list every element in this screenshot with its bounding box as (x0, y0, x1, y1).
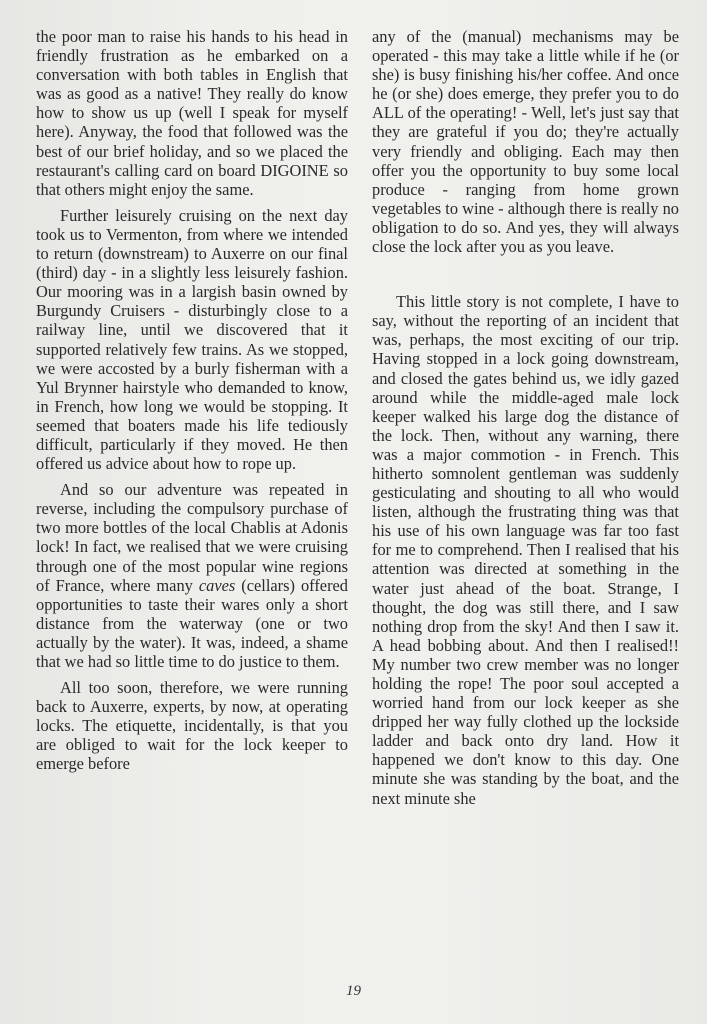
text-run: (cellars) offered opportunities to taste their wares only a short distance from the waterway (one or two actually by the water). It was, indeed, a shame that we had so little time to do justice to them. (36, 575, 348, 671)
left-column (36, 27, 348, 774)
paragraph (36, 480, 348, 671)
text-run: And so our adventure was repeated in reverse, including the compulsory purchase of two more bottles of the local Chablis at Adonis lock! In fact, we realised that we were cruising through one of the most popular wine regions of France, where many (36, 480, 348, 595)
paragraph: the poor man to raise his hands to his head in friendly frustration as he embarked on a conversation with both tables in English that was as good as a native! They really do know how to show us up (well I speak for myself here). Anyway, the food that followed was the best of our brief holiday, and so we placed the restaurant's calling card on board DIGOINE so that others might enjoy the same. (36, 27, 348, 199)
paragraph: Further leisurely cruising on the next day took us to Vermenton, from where we intended to return (downstream) to Auxerre on our final (third) day - in a slightly less leisurely fashion. Our mooring was in a largish basin owned by Burgundy Cruisers - disturbingly close to a railway line, until we discovered that it supported relatively few trains. As we stopped, we were accosted by a burly fisherman with a Yul Brynner hairstyle who demanded to know, in French, how long we would be stopping. It seemed that boaters made his life tediously difficult, particularly if they moved. He then offered us advice about how to rope up. (36, 205, 348, 474)
italic-word: caves (198, 575, 236, 595)
paragraph: All too soon, therefore, we were running back to Auxerre, experts, by now, at operating locks. The etiquette, incidentally, is that you are obliged to wait for the lock keeper to emerge before (36, 678, 348, 774)
page-number: 19 (346, 983, 361, 999)
paragraph: any of the (manual) mechanisms may be operated - this may take a little while if he (or she) is busy finishing his/her coffee. And once he (or she) does emerge, they prefer you to do ALL of the operating! - Well, let's just say that they are grateful if you do; they're actually very friendly and obliging. Each may then offer you the opportunity to buy some local produce - ranging from home grown vegetables to wine - although there is really no obligation to do so. And yes, they will always close the lock after you as you leave. (372, 27, 679, 257)
right-column (372, 27, 679, 808)
paragraph: This little story is not complete, I have to say, without the reporting of an incident that was, perhaps, the most exciting of our trip. Having stopped in a lock going downstream, and closed the gates behind us, we idly gazed around while the middle-aged male lock keeper walked his large dog the distance of the lock. Then, without any warning, there was a major commotion - in French. This hitherto somnolent gentleman was suddenly gesticulating and shouting to all who would listen, although the frustrating thing was that his use of his own language was far too fast for me to comprehend. Then I realised that his attention was directed at something in the water just ahead of the boat. Strange, I thought, the dog was still there, and I saw nothing drop from the sky! And then I saw it. A head bobbing about. And then I realised!! My number two crew member was no longer holding the rope! The poor soul accepted a worried hand from our lock keeper as she dripped her way fully clothed up the lockside ladder and back onto dry land. How it happened we don't know to this day. One minute she was standing by the boat, and the next minute she (372, 292, 679, 808)
